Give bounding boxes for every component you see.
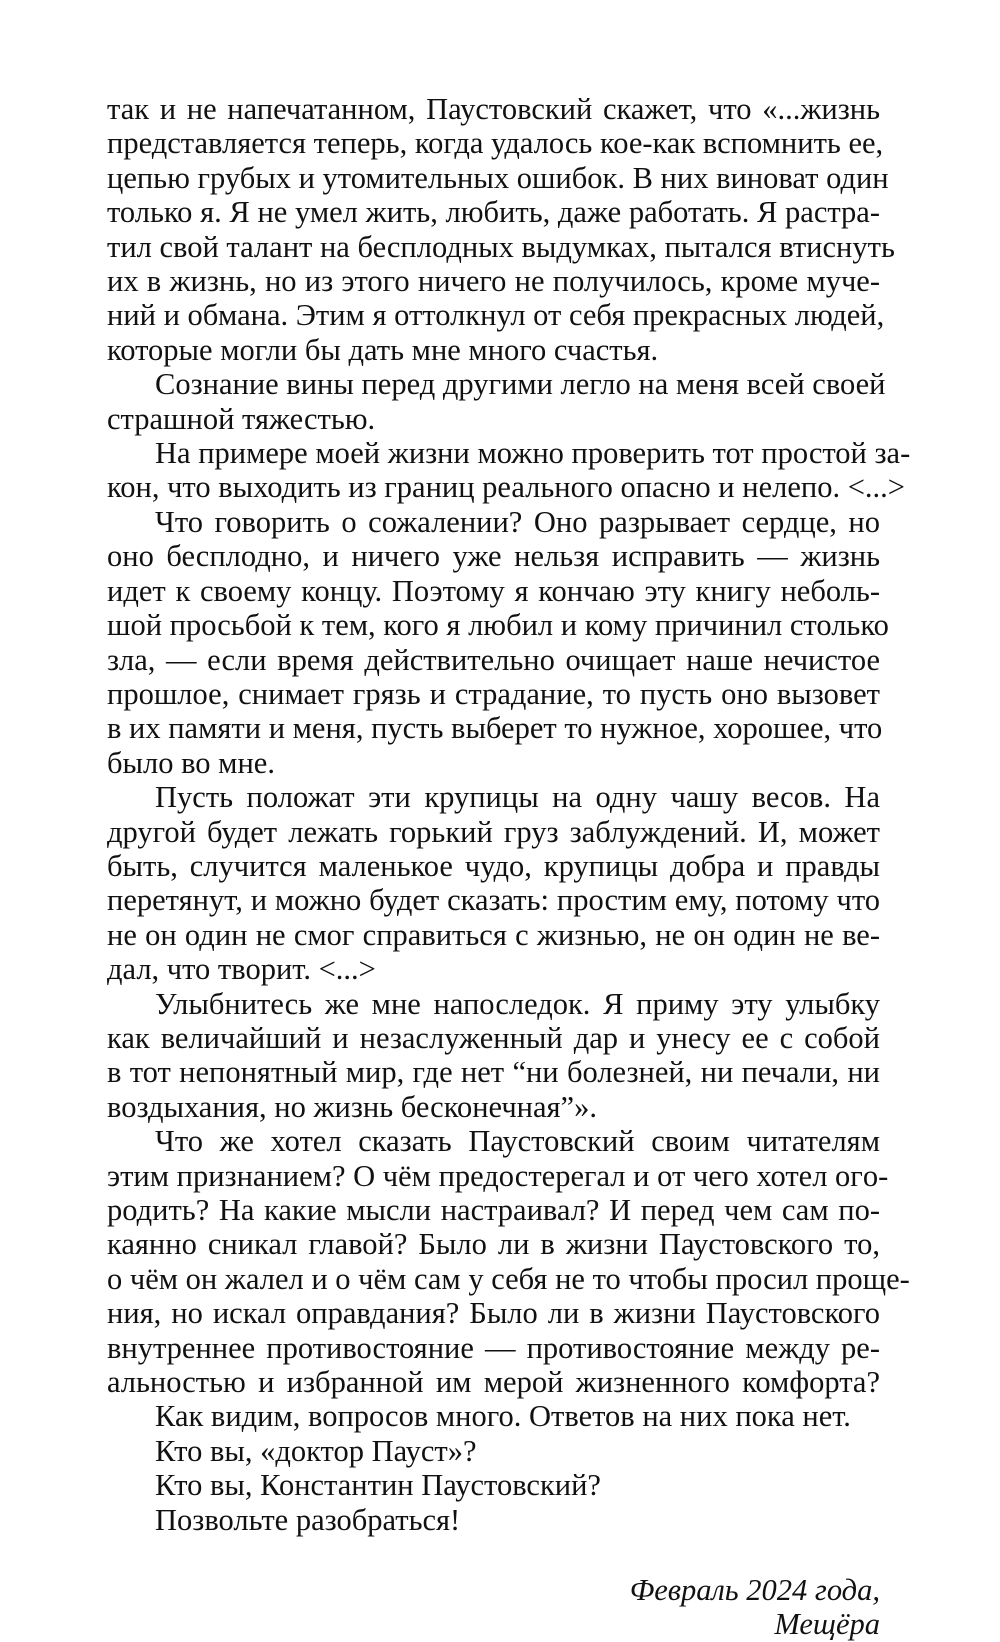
text-line: Сознание вины перед другими легло на меня всей своей [155,367,886,402]
text-line: их в жизнь, но из этого ничего не получилось, кроме муче- [107,264,880,299]
text-line: только я. Я не умел жить, любить, даже работать. Я растра- [107,195,880,230]
text-line: цепью грубых и утомительных ошибок. В них виноват один [107,160,889,195]
text-line: которые могли бы дать мне много счастья. [107,332,659,367]
text-line: Что говорить о сожалении? Оно разрывает сердце, но [155,504,880,539]
text-line: Позвольте разобраться! [155,1502,461,1537]
paragraph-1 [107,92,895,367]
text-line: тил свой талант на бесплодных выдумках, пытался втиснуть [107,229,895,264]
signature-date: Февраль 2024 года, [629,1573,880,1608]
paragraph-9 [107,1434,880,1468]
signature-place: Мещёра [774,1607,880,1642]
paragraph-5 [107,780,880,986]
text-line: Как видим, вопросов много. Ответов на них пока нет. [155,1399,851,1434]
paragraph-6 [107,987,880,1125]
signature-block [107,1573,880,1642]
text-line: Кто вы, «доктор Пауст»? [155,1433,477,1468]
paragraph-10 [107,1468,880,1502]
text-line: воздыхания, но жизнь бесконечная”». [107,1089,597,1124]
text-line: как величайший и незаслуженный дар и унесу ее с собой [107,1020,880,1055]
text-line: каянно сникал главой? Было ли в жизни Паустовского то, [107,1227,880,1262]
text-line: страшной тяжестью. [107,401,376,436]
text-line: прошлое, снимает грязь и страдание, то пусть оно вызовет [107,676,880,711]
text-line: оно бесплодно, и ничего уже нельзя исправить — жизнь [107,539,880,574]
text-line: родить? На какие мысли настраивал? И перед чем сам по- [107,1193,880,1227]
text-line: так и не напечатанном, Паустовский скажет, что «...жизнь [107,92,880,126]
text-line: Улыбнитесь же мне напоследок. Я приму эту улыбку [155,986,880,1021]
text-line: ний и обмана. Этим я оттолкнул от себя прекрасных людей, [107,298,885,333]
text-line: ния, но искал оправдания? Было ли в жизни Паустовского [107,1296,880,1331]
text-line: Что же хотел сказать Паустовский своим читателям [155,1124,880,1159]
paragraph-11 [107,1503,880,1537]
text-line: этим признанием? О чём предостерегал и от чего хотел огo- [107,1158,889,1193]
text-line: Кто вы, Константин Паустовский? [155,1468,601,1503]
text-line: идет к своему концу. Поэтому я кончаю эту книгу неболь- [107,573,880,608]
text-line: внутреннее противостояние — противостояние между ре- [107,1330,880,1365]
text-line: дал, что творит. <...> [107,952,376,987]
text-line: перетянут, и можно будет сказать: простим ему, потому что [107,883,880,918]
text-line: не он один не смог справиться с жизнью, не он один не ве- [107,917,880,952]
paragraph-4 [107,504,889,780]
paragraph-2 [107,367,886,436]
paragraph-7 [107,1124,910,1400]
paragraph-8 [107,1399,880,1433]
text-line: о чём он жалел и о чём сам у себя не то чтобы просил проще- [107,1261,910,1296]
text-line: альностью и избранной им мерой жизненного комфорта? [107,1365,880,1400]
text-line: Пусть положат эти крупицы на одну чашу весов. На [155,780,880,815]
text-line: в тот непонятный мир, где нет “ни болезней, ни печали, ни [107,1055,880,1090]
text-line: шой просьбой к тем, кого я любил и кому причинил столько [107,608,889,643]
text-line: быть, случится маленькое чудо, крупицы добра и правды [107,848,880,883]
text-line: На примере моей жизни можно проверить тот простой за- [155,436,911,471]
text-line: представляется теперь, когда удалось кое-как вспомнить ее, [107,126,884,161]
document-page [107,92,911,1642]
text-line: кон, что выходить из границ реального опасно и нелепо. <...> [107,470,905,505]
text-line: зла, — если время действительно очищает наше нечистое [107,642,880,677]
text-line: было во мне. [107,745,275,780]
paragraph-3 [107,436,911,505]
text-line: в их памяти и меня, пусть выберет то нужное, хорошее, что [107,711,883,746]
text-line: другой будет лежать горький груз заблуждений. И, может [107,814,880,849]
